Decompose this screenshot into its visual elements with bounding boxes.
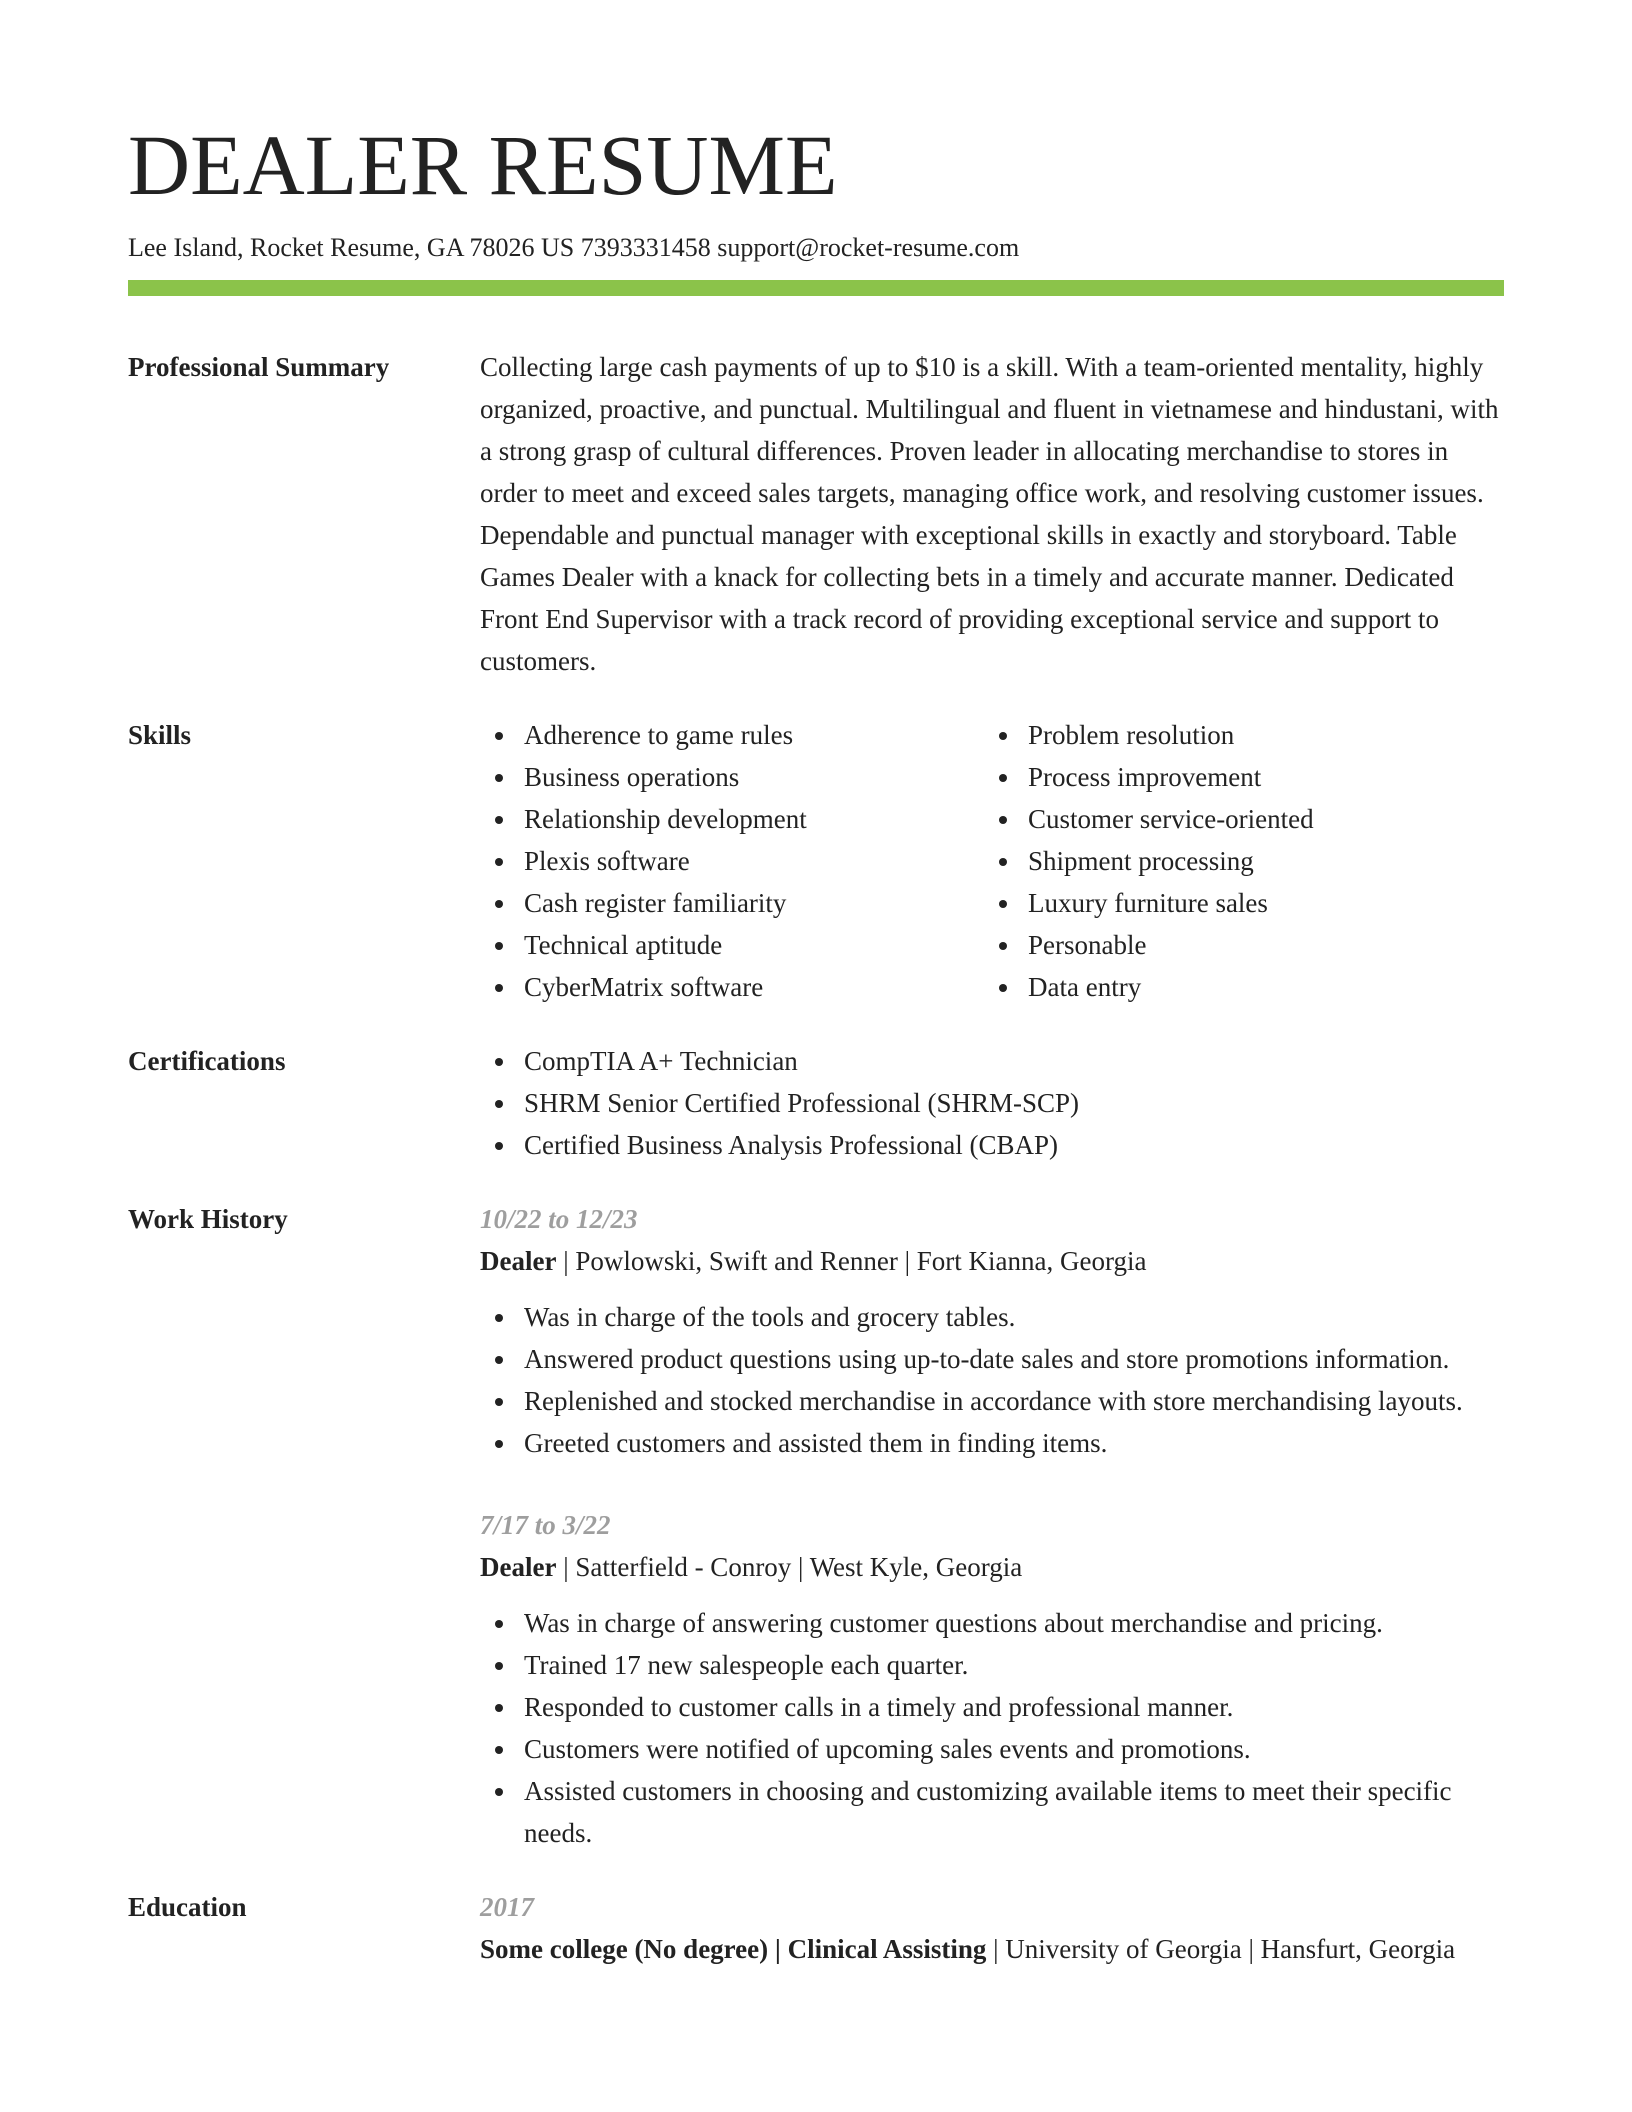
section-label: Education <box>128 1892 247 1923</box>
list-item: Trained 17 new salespeople each quarter. <box>480 1644 1504 1686</box>
list-item: Process improvement <box>984 756 1488 798</box>
certifications-list <box>480 1040 1504 1166</box>
list-item: Customer service-oriented <box>984 798 1488 840</box>
resume-sections <box>128 346 1504 1970</box>
list-item: Assisted customers in choosing and customizing available items to meet their specific needs. <box>480 1770 1504 1854</box>
job-duties <box>480 1296 1504 1464</box>
job-entry <box>480 1198 1504 1464</box>
list-item: Was in charge of answering customer questions about merchandise and pricing. <box>480 1602 1504 1644</box>
section-work-history <box>128 1198 1504 1854</box>
list-item: Answered product questions using up-to-date sales and store promotions information. <box>480 1338 1504 1380</box>
job-entry <box>480 1504 1504 1854</box>
section-label: Skills <box>128 720 192 751</box>
skills-columns <box>480 714 1504 1008</box>
list-item: Business operations <box>480 756 984 798</box>
list-item: Personable <box>984 924 1488 966</box>
skills-list-right <box>984 714 1488 1008</box>
section-skills <box>128 714 1504 1008</box>
list-item: CyberMatrix software <box>480 966 984 1008</box>
education-year: 2017 <box>480 1892 534 1923</box>
job-heading <box>480 1546 1504 1588</box>
section-label: Professional Summary <box>128 352 390 383</box>
header-divider <box>128 280 1504 296</box>
section-professional-summary <box>128 346 1504 682</box>
job-duties <box>480 1602 1504 1854</box>
education-degree: Some college (No degree) | Clinical Assisting <box>480 1934 987 1965</box>
section-education <box>128 1886 1504 1970</box>
list-item: Responded to customer calls in a timely and professional manner. <box>480 1686 1504 1728</box>
education-school: | University of Georgia | Hansfurt, Georgia <box>986 1934 1456 1965</box>
certifications-body <box>480 1040 1504 1166</box>
list-item: Adherence to game rules <box>480 714 984 756</box>
section-label: Certifications <box>128 1046 286 1077</box>
list-item: Relationship development <box>480 798 984 840</box>
summary-text: Collecting large cash payments of up to $10 is a skill. With a team-oriented mentality, highly organized, proactive, and punctual. Multilingual and fluent in vietnamese and hindustani, with a strong grasp of cultural differences. Proven leader in allocating merchandise to stores in order to meet and exceed sales targets, managing office work, and resolving customer issues. Dependable and punctual manager with exceptional skills in exactly and storyboard. Table Games Dealer with a knack for collecting bets in a timely and accurate manner. Dedicated Front End Supervisor with a track record of providing exceptional service and support to customers. <box>480 352 1499 677</box>
list-item: Luxury furniture sales <box>984 882 1488 924</box>
job-employer: | Powlowski, Swift and Renner | Fort Kianna, Georgia <box>556 1246 1147 1277</box>
resume-title: DEALER RESUME <box>128 117 838 213</box>
list-item: Replenished and stocked merchandise in accordance with store merchandising layouts. <box>480 1380 1504 1422</box>
job-employer: | Satterfield - Conroy | West Kyle, Georgia <box>556 1552 1023 1583</box>
job-dates: 7/17 to 3/22 <box>480 1510 611 1541</box>
list-item: Shipment processing <box>984 840 1488 882</box>
education-body <box>480 1886 1504 1970</box>
job-heading <box>480 1240 1504 1282</box>
skills-list-left <box>480 714 984 1008</box>
list-item: Problem resolution <box>984 714 1488 756</box>
job-title: Dealer <box>480 1552 557 1583</box>
work-history-body <box>480 1198 1504 1854</box>
section-certifications <box>128 1040 1504 1166</box>
job-title: Dealer <box>480 1246 557 1277</box>
list-item: Certified Business Analysis Professional (CBAP) <box>480 1124 1504 1166</box>
list-item: Plexis software <box>480 840 984 882</box>
education-heading <box>480 1928 1504 1970</box>
job-dates: 10/22 to 12/23 <box>480 1204 638 1235</box>
resume-header <box>128 0 1504 296</box>
list-item: Greeted customers and assisted them in finding items. <box>480 1422 1504 1464</box>
section-label: Work History <box>128 1204 288 1235</box>
list-item: Cash register familiarity <box>480 882 984 924</box>
list-item: Data entry <box>984 966 1488 1008</box>
list-item: Was in charge of the tools and grocery tables. <box>480 1296 1504 1338</box>
contact-line: Lee Island, Rocket Resume, GA 78026 US 7393331458 support@rocket-resume.com <box>128 232 1020 262</box>
list-item: SHRM Senior Certified Professional (SHRM-SCP) <box>480 1082 1504 1124</box>
list-item: Customers were notified of upcoming sales events and promotions. <box>480 1728 1504 1770</box>
list-item: CompTIA A+ Technician <box>480 1040 1504 1082</box>
list-item: Technical aptitude <box>480 924 984 966</box>
